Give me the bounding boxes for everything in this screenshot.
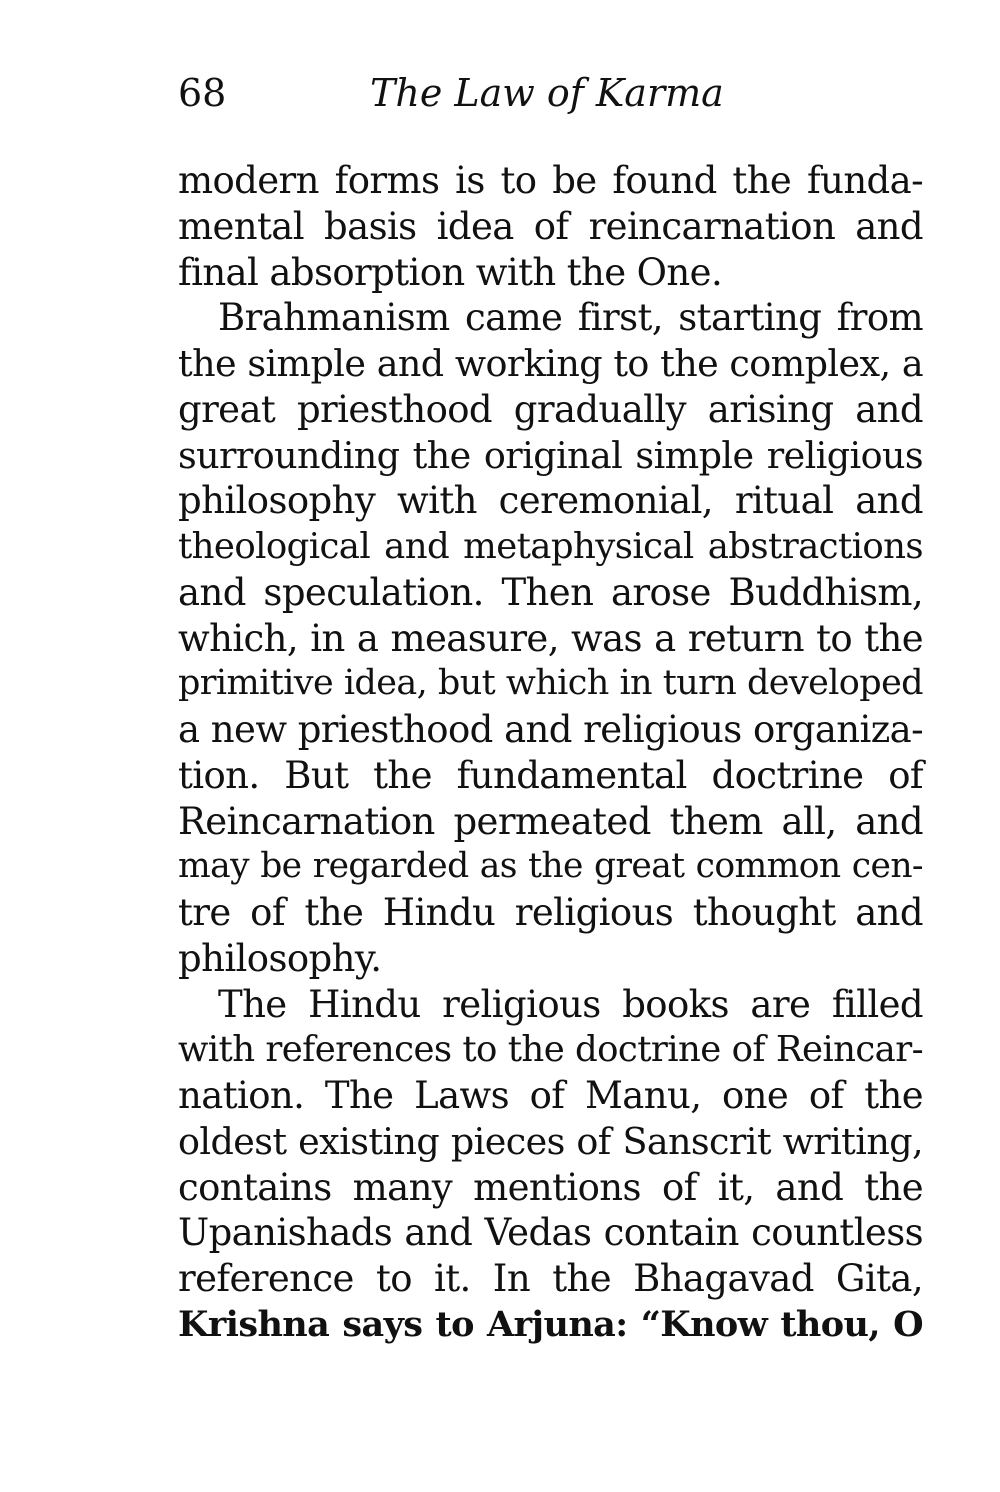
- text-line: Reincarnation permeated them all, and: [178, 799, 923, 843]
- text-line: primitive idea, but which in turn developed: [178, 663, 923, 704]
- text-line: oldest existing pieces of Sanscrit writing,: [178, 1119, 923, 1163]
- text-line: reference to it. In the Bhagavad Gita,: [178, 1257, 923, 1300]
- text-line: the simple and working to the complex, a: [178, 342, 923, 385]
- text-line: tion. But the fundamental doctrine of: [178, 753, 923, 797]
- text-line: tre of the Hindu religious thought and: [178, 891, 923, 934]
- text-line: which, in a measure, was a return to the: [178, 616, 923, 660]
- text-line: final absorption with the One.: [178, 250, 723, 294]
- body-text: [178, 158, 923, 1348]
- text-line: Brahmanism came first, starting from: [218, 296, 923, 340]
- text-line: nation. The Laws of Manu, one of the: [178, 1074, 923, 1117]
- text-line: surrounding the original simple religious: [178, 433, 923, 477]
- page-header: [178, 68, 923, 118]
- text-line: philosophy.: [178, 936, 382, 980]
- running-title: The Law of Karma: [370, 71, 724, 115]
- text-line: The Hindu religious books are filled: [218, 982, 923, 1026]
- page-number: 68: [178, 71, 227, 115]
- text-line: contains many mentions of it, and the: [178, 1165, 923, 1209]
- text-line: with references to the doctrine of Reincar-: [178, 1029, 923, 1071]
- text-line: Upanishads and Vedas contain countless: [178, 1211, 923, 1255]
- text-line: philosophy with ceremonial, ritual and: [178, 479, 923, 523]
- text-line: Krishna says to Arjuna: “Know thou, O: [178, 1303, 923, 1345]
- text-line: mental basis idea of reincarnation and: [178, 204, 923, 248]
- text-line: a new priesthood and religious organiza-: [178, 708, 923, 751]
- text-line: and speculation. Then arose Buddhism,: [178, 570, 923, 614]
- text-line: modern forms is to be found the funda-: [178, 159, 923, 202]
- text-line: theological and metaphysical abstractions: [178, 526, 923, 567]
- text-line: great priesthood gradually arising and: [178, 387, 923, 431]
- text-line: may be regarded as the great common cen-: [178, 846, 923, 887]
